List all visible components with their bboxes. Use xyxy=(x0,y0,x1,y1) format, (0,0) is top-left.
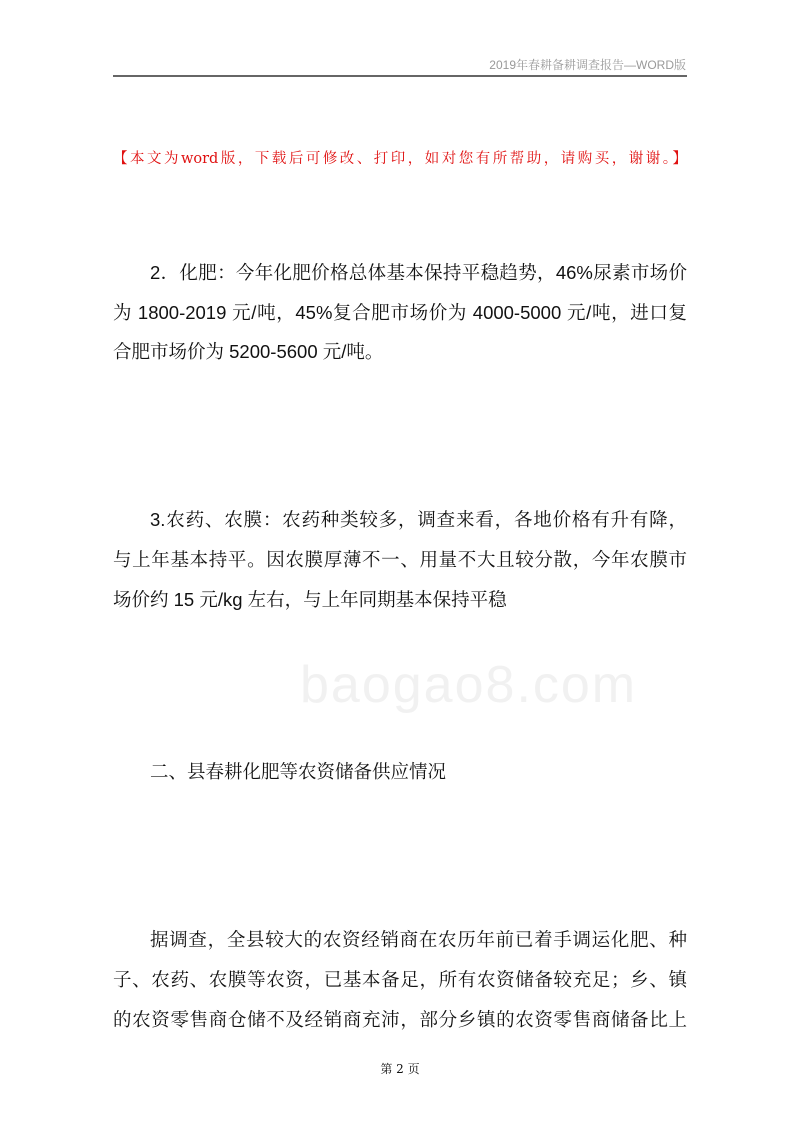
header-rule xyxy=(113,75,687,77)
paragraph-line: 据调查，全县较大的农资经销商在农历年前已着手调运化肥、种 xyxy=(150,929,687,950)
paragraph-line: 2．化肥：今年化肥价格总体基本保持平稳趋势，46%尿素市场价 xyxy=(150,262,687,283)
paragraph-line: 的农资零售商仓储不及经销商充沛，部分乡镇的农资零售商储备比上 xyxy=(113,1009,687,1030)
paragraph-line: 子、农药、农膜等农资，已基本备足，所有农资储备较充足；乡、镇 xyxy=(113,969,687,990)
section-heading: 二、县春耕化肥等农资储备供应情况 xyxy=(150,761,447,782)
notice-text: 【本文为word版，下载后可修改、打印，如对您有所帮助，请购买，谢谢。】 xyxy=(113,151,687,167)
watermark: baogao8.com xyxy=(300,656,638,714)
paragraph-line: 为 1800-2019 元/吨，45%复合肥市场价为 4000-5000 元/吨，进口复 xyxy=(113,302,687,323)
page-header: 2019年春耕备耕调查报告—WORD版 xyxy=(489,58,686,72)
paragraph-line: 3.农药、农膜：农药种类较多，调查来看，各地价格有升有降， xyxy=(150,509,687,530)
paragraph-line: 场价约 15 元/kg 左右，与上年同期基本保持平稳 xyxy=(113,589,507,610)
paragraph-line: 合肥市场价为 5200-5600 元/吨。 xyxy=(113,341,384,362)
paragraph-line: 与上年基本持平。因农膜厚薄不一、用量不大且较分散，今年农膜市 xyxy=(113,549,687,570)
page-number: 第 2 页 xyxy=(380,1062,420,1076)
